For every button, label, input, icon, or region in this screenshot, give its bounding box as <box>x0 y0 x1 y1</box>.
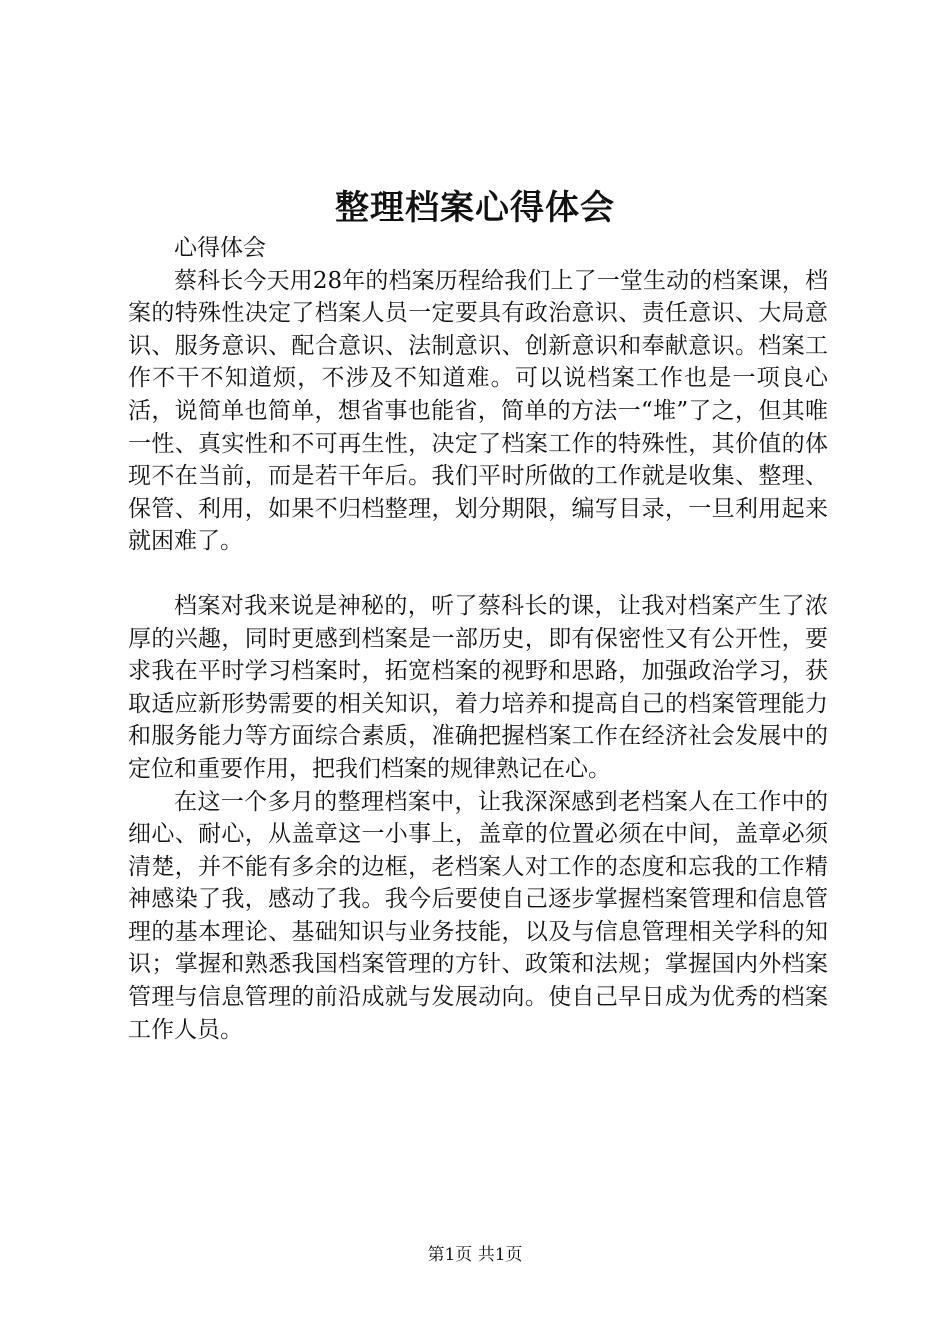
paragraph-3: 在这一个多月的整理档案中，让我深深感到老档案人在工作中的细心、耐心，从盖章这一小事上，盖章的位置必须在中间，盖章必须清楚，并不能有多余的边框，老档案人对工作的态度和忘我的工作精神感染了我，感动了我。我今后要使自己逐步掌握档案管理和信息管理的基本理论、基础知识与业务技能，以及与信息管理相关学科的知识；掌握和熟悉我国档案管理的方针、政策和法规；掌握国内外档案管理与信息管理的前沿成就与发展动向。使自己早日成为优秀的档案工作人员。 <box>128 788 828 1043</box>
page-footer: 第1页 共1页 <box>427 1245 523 1265</box>
paragraph-2: 档案对我来说是神秘的，听了蔡科长的课，让我对档案产生了浓厚的兴趣，同时更感到档案是一部历史，即有保密性又有公开性，要求我在平时学习档案时，拓宽档案的视野和思路，加强政治学习，获取适应新形势需要的相关知识，着力培养和提高自己的档案管理能力和服务能力等方面综合素质，准确把握档案工作在经济社会发展中的定位和重要作用，把我们档案的规律熟记在心。 <box>128 592 828 782</box>
document-title: 整理档案心得体会 <box>335 188 615 228</box>
paragraph-1: 蔡科长今天用28年的档案历程给我们上了一堂生动的档案课，档案的特殊性决定了档案人员一定要具有政治意识、责任意识、大局意识、服务意识、配合意识、法制意识、创新意识和奉献意识。档案工作不干不知道烦，不涉及不知道难。可以说档案工作也是一项良心活，说简单也简单，想省事也能省，简单的方法一“堆”了之，但其唯一性、真实性和不可再生性，决定了档案工作的特殊性，其价值的体现不在当前，而是若干年后。我们平时所做的工作就是收集、整理、保管、利用，如果不归档整理，划分期限，编写目录，一旦利用起来就困难了。 <box>128 267 828 555</box>
subtitle-line: 心得体会 <box>174 235 266 261</box>
document-body <box>128 232 828 1046</box>
